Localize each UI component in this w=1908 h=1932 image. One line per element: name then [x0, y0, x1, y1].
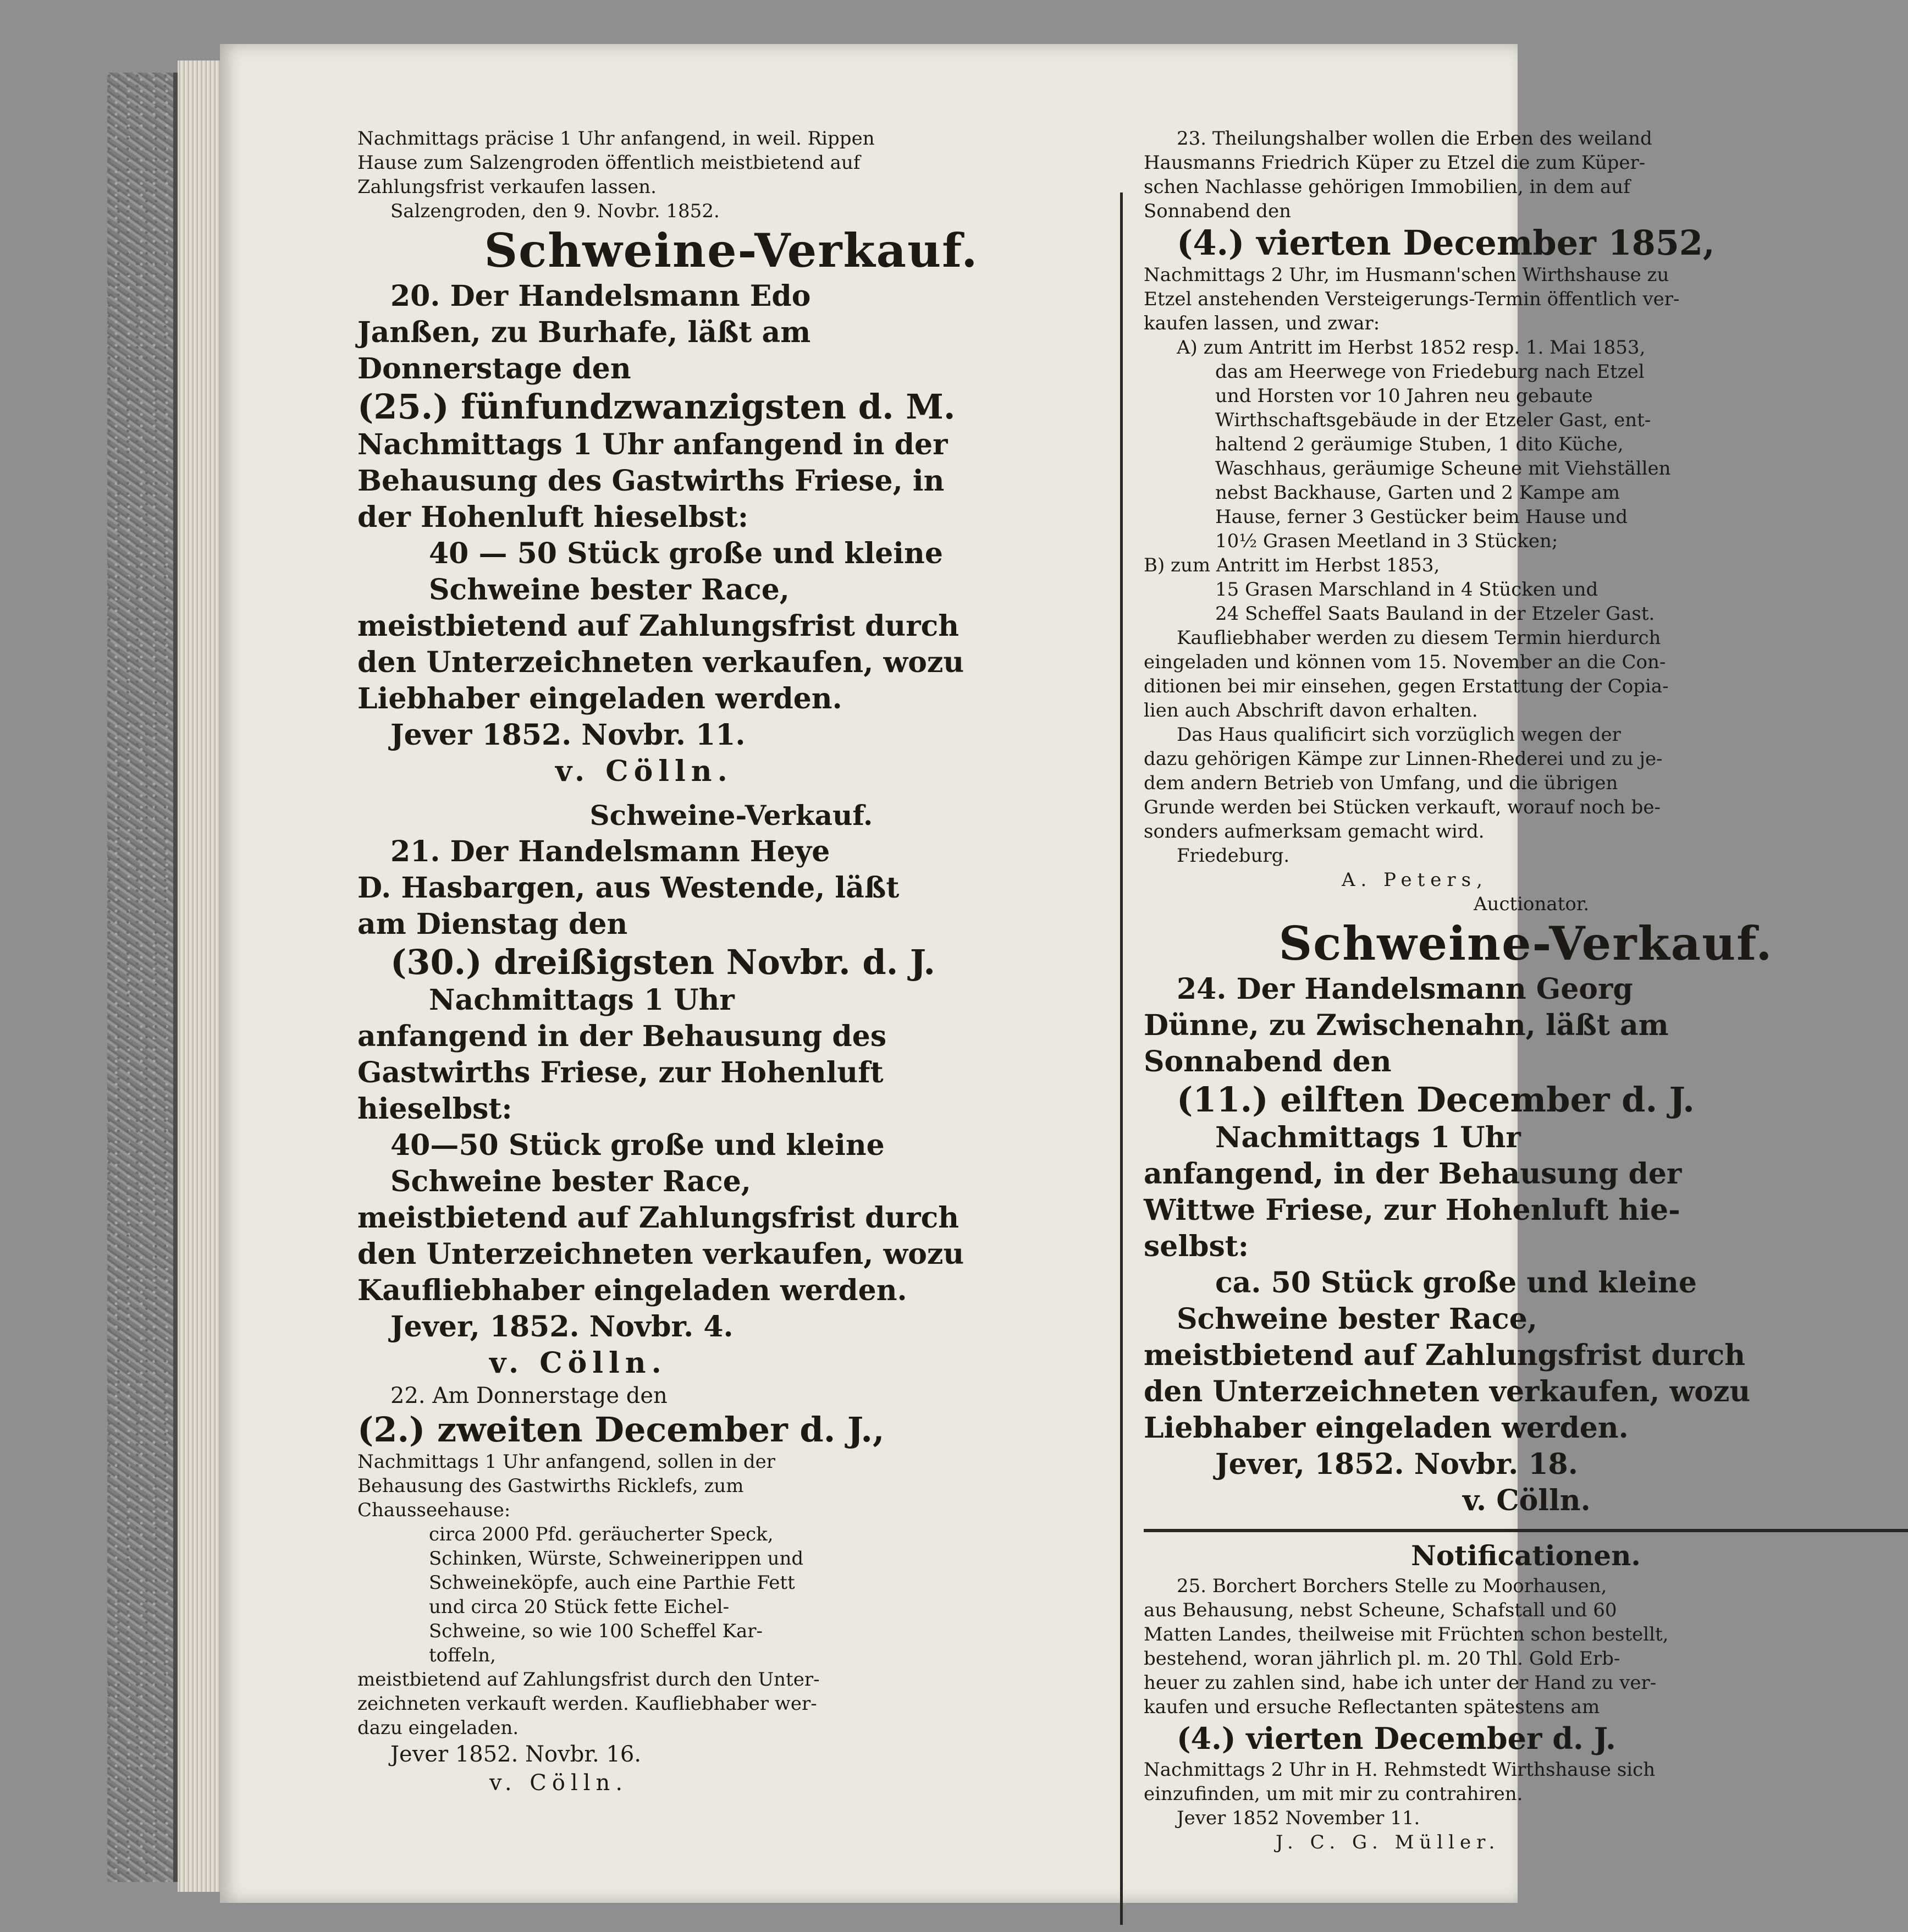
notice-23-item-a: A) zum Antritt im Herbst 1852 resp. 1. Mai 1853,: [1177, 337, 1646, 359]
notice-22-date: (2.) zweiten December d. J.,: [357, 1410, 885, 1450]
notice-23-line: 23. Theilungshalber wollen die Erben des weiland: [1177, 128, 1652, 150]
notice-23-line: das am Heerwege von Friedeburg nach Etzel: [1215, 361, 1645, 383]
notice-23-place: Friedeburg.: [1177, 845, 1290, 867]
notice-22-item: und circa 20 Stück fette Eichel-: [429, 1596, 730, 1618]
notice-21-line: meistbietend auf Zahlungsfrist durch: [357, 1201, 959, 1235]
notice-23-line: Hausmanns Friedrich Küper zu Etzel die zum Küper-: [1144, 152, 1646, 174]
notice-24-signature: v. Cölln.: [1463, 1484, 1591, 1517]
notice-22-item: Schweine, so wie 100 Scheffel Kar-: [429, 1620, 763, 1642]
notice-22-line: Chausseehause:: [357, 1499, 511, 1521]
notice-24-heading: Schweine-Verkauf.: [1278, 916, 1773, 971]
right-column: [1144, 126, 1908, 1854]
notice-22-line: dazu eingeladen.: [357, 1717, 519, 1739]
notice-23-line: lien auch Abschrift davon erhalten.: [1144, 700, 1478, 722]
notice-22-head: 22. Am Donnerstage den: [390, 1383, 668, 1408]
notice-23-signature: A. Peters,: [1342, 869, 1488, 891]
notice-25-line: einzufinden, um mit mir zu contrahiren.: [1144, 1783, 1523, 1805]
notice-24-line: meistbietend auf Zahlungsfrist durch: [1144, 1339, 1746, 1372]
notice-24-line: selbst:: [1144, 1230, 1249, 1263]
notice-24-line: Wittwe Friese, zur Hohenluft hie-: [1144, 1193, 1680, 1227]
notice-22-line: Behausung des Gastwirths Ricklefs, zum: [357, 1475, 744, 1497]
notice-20-line: Liebhaber eingeladen werden.: [357, 682, 842, 715]
notice-23-line: und Horsten vor 10 Jahren neu gebaute: [1215, 385, 1593, 407]
intro-line: Nachmittags präcise 1 Uhr anfangend, in weil. Rippen: [357, 128, 875, 150]
intro-place: Salzengroden, den 9. Novbr. 1852.: [390, 200, 720, 222]
notice-22-line: zeichneten verkauft werden. Kaufliebhaber wer-: [357, 1693, 817, 1715]
notice-21-line: am Dienstag den: [357, 907, 628, 941]
notice-25-line: kaufen und ersuche Reflectanten spätestens am: [1144, 1696, 1600, 1718]
notice-24-place: Jever, 1852. Novbr. 18.: [1215, 1447, 1578, 1481]
notice-20-line: Behausung des Gastwirths Friese, in: [357, 464, 945, 498]
notice-25-line: heuer zu zahlen sind, habe ich unter der Hand zu ver-: [1144, 1672, 1657, 1694]
notice-22-line: Nachmittags 1 Uhr anfangend, sollen in der: [357, 1451, 776, 1473]
notice-23-line: nebst Backhause, Garten und 2 Kampe am: [1215, 482, 1620, 504]
notice-21-place: Jever, 1852. Novbr. 4.: [390, 1310, 734, 1344]
notice-25-line: 25. Borchert Borchers Stelle zu Moorhausen,: [1177, 1575, 1607, 1597]
notice-21-line: anfangend in der Behausung des: [357, 1020, 887, 1053]
notice-21-line: hieselbst:: [357, 1092, 512, 1126]
section-rule: [1144, 1529, 1908, 1532]
notice-23-line: Wirthschaftsgebäude in der Etzeler Gast, ent-: [1215, 409, 1651, 431]
notice-24-line: Dünne, zu Zwischenahn, läßt am: [1144, 1009, 1669, 1042]
notice-21-line: 40—50 Stück große und kleine: [390, 1129, 885, 1162]
notice-23-date: (4.) vierten December 1852,: [1177, 223, 1715, 263]
notice-21-line: 21. Der Handelsmann Heye: [390, 835, 830, 868]
notice-23-line: 15 Grasen Marschland in 4 Stücken und: [1215, 579, 1598, 601]
notice-21-signature: v. Cölln.: [489, 1346, 667, 1380]
notice-23-role: Auctionator.: [1474, 893, 1590, 915]
notice-23-line: eingeladen und können vom 15. November an die Con-: [1144, 651, 1666, 673]
notice-21-heading: Schweine-Verkauf.: [589, 799, 873, 832]
notifications-heading: Notificationen.: [1411, 1539, 1641, 1572]
notice-24-line: 24. Der Handelsmann Georg: [1177, 972, 1633, 1006]
notice-21-line: Kaufliebhaber eingeladen werden.: [357, 1274, 907, 1307]
notice-20-heading: Schweine-Verkauf.: [484, 223, 979, 278]
notice-23-line: Waschhaus, geräumige Scheune mit Viehställen: [1215, 458, 1671, 480]
notice-21-line: Nachmittags 1 Uhr: [429, 983, 735, 1017]
notice-20-signature: v. Cölln.: [555, 755, 733, 788]
notice-23-line: Etzel anstehenden Versteigerungs-Termin öffentlich ver-: [1144, 288, 1680, 310]
notice-22-item: toffeln,: [429, 1644, 496, 1666]
notice-20-line: Schweine bester Race,: [429, 573, 790, 607]
notice-22-signature: v. Cölln.: [489, 1770, 628, 1796]
notice-22-item: Schinken, Würste, Schweinerippen und: [429, 1548, 804, 1570]
notice-24-date: (11.) eilften December d. J.: [1177, 1080, 1695, 1120]
notice-25-line: Nachmittags 2 Uhr in H. Rehmstedt Wirthshause sich: [1144, 1759, 1656, 1781]
notice-25-place: Jever 1852 November 11.: [1177, 1807, 1420, 1829]
intro-line: Zahlungsfrist verkaufen lassen.: [357, 176, 657, 198]
notice-24-line: anfangend, in der Behausung der: [1144, 1157, 1682, 1191]
notice-24-line: Liebhaber eingeladen werden.: [1144, 1411, 1629, 1445]
notice-23-line: schen Nachlasse gehörigen Immobilien, in dem auf: [1144, 176, 1630, 198]
notice-24-line: Sonnabend den: [1144, 1045, 1392, 1078]
notice-22-line: meistbietend auf Zahlungsfrist durch den Unter-: [357, 1669, 820, 1691]
notice-23-line: ditionen bei mir einsehen, gegen Erstattung der Copia-: [1144, 675, 1669, 697]
column-divider: [1120, 192, 1123, 1925]
notice-23-line: dem andern Betrieb von Umfang, und die übrigen: [1144, 772, 1618, 794]
notice-21-line: Schweine bester Race,: [390, 1165, 751, 1198]
notice-24-line: ca. 50 Stück große und kleine: [1215, 1266, 1697, 1300]
notice-20-place: Jever 1852. Novbr. 11.: [390, 718, 746, 752]
notice-20-line: den Unterzeichneten verkaufen, wozu: [357, 646, 964, 679]
notice-20-date: (25.) fünfundzwanzigsten d. M.: [357, 387, 956, 427]
notice-23-line: Sonnabend den: [1144, 200, 1291, 222]
left-column: [357, 126, 1105, 1797]
notice-23-line: Hause, ferner 3 Gestücker beim Hause und: [1215, 506, 1628, 528]
notice-25-line: aus Behausung, nebst Scheune, Schafstall und 60: [1144, 1599, 1617, 1621]
notice-20-line: Donnerstage den: [357, 352, 631, 386]
notice-25-signature: J. C. G. Müller.: [1276, 1831, 1501, 1853]
notice-20-line: Nachmittags 1 Uhr anfangend in der: [357, 428, 948, 461]
notice-25-line: Matten Landes, theilweise mit Früchten schon bestellt,: [1144, 1623, 1669, 1645]
notice-23-line: Nachmittags 2 Uhr, im Husmann'schen Wirthshause zu: [1144, 264, 1669, 286]
notice-25-line: bestehend, woran jährlich pl. m. 20 Thl. Gold Erb-: [1144, 1648, 1620, 1670]
notice-23-line: 10½ Grasen Meetland in 3 Stücken;: [1215, 530, 1558, 552]
notice-23-line: Grunde werden bei Stücken verkauft, worauf noch be-: [1144, 796, 1661, 818]
notice-21-line: Gastwirths Friese, zur Hohenluft: [357, 1056, 884, 1089]
notice-20-line: Janßen, zu Burhafe, läßt am: [357, 316, 811, 349]
notice-20-line: der Hohenluft hieselbst:: [357, 500, 749, 534]
notice-22-place: Jever 1852. Novbr. 16.: [390, 1742, 642, 1767]
notice-25-date: (4.) vierten December d. J.: [1177, 1721, 1616, 1756]
notice-23-item-b: B) zum Antritt im Herbst 1853,: [1144, 554, 1440, 576]
notice-23-line: haltend 2 geräumige Stuben, 1 dito Küche,: [1215, 433, 1624, 455]
notice-23-line: Kaufliebhaber werden zu diesem Termin hierdurch: [1177, 627, 1661, 649]
notice-21-line: D. Hasbargen, aus Westende, läßt: [357, 871, 900, 905]
notice-24-line: Schweine bester Race,: [1177, 1302, 1537, 1336]
notice-20-line: 40 — 50 Stück große und kleine: [429, 537, 943, 570]
notice-23-line: Das Haus qualificirt sich vorzüglich wegen der: [1177, 724, 1621, 746]
notice-22-item: Schweineköpfe, auch eine Parthie Fett: [429, 1572, 795, 1594]
notice-20-line: 20. Der Handelsmann Edo: [390, 279, 811, 313]
newspaper-page: [220, 44, 1773, 1903]
notice-23-line: sonders aufmerksam gemacht wird.: [1144, 821, 1485, 843]
notice-21-date: (30.) dreißigsten Novbr. d. J.: [390, 942, 935, 982]
notice-23-line: kaufen lassen, und zwar:: [1144, 312, 1380, 334]
notice-24-line: den Unterzeichneten verkaufen, wozu: [1144, 1375, 1751, 1408]
notice-21-line: den Unterzeichneten verkaufen, wozu: [357, 1237, 964, 1271]
book-binding: [107, 73, 178, 1882]
notice-22-item: circa 2000 Pfd. geräucherter Speck,: [429, 1523, 774, 1545]
notice-24-line: Nachmittags 1 Uhr: [1215, 1121, 1521, 1154]
notice-23-line: 24 Scheffel Saats Bauland in der Etzeler Gast.: [1215, 603, 1655, 625]
notice-23-line: dazu gehörigen Kämpe zur Linnen-Rhederei und zu je-: [1144, 748, 1663, 770]
intro-line: Hause zum Salzengroden öffentlich meistbietend auf: [357, 152, 861, 174]
notice-20-line: meistbietend auf Zahlungsfrist durch: [357, 609, 959, 643]
